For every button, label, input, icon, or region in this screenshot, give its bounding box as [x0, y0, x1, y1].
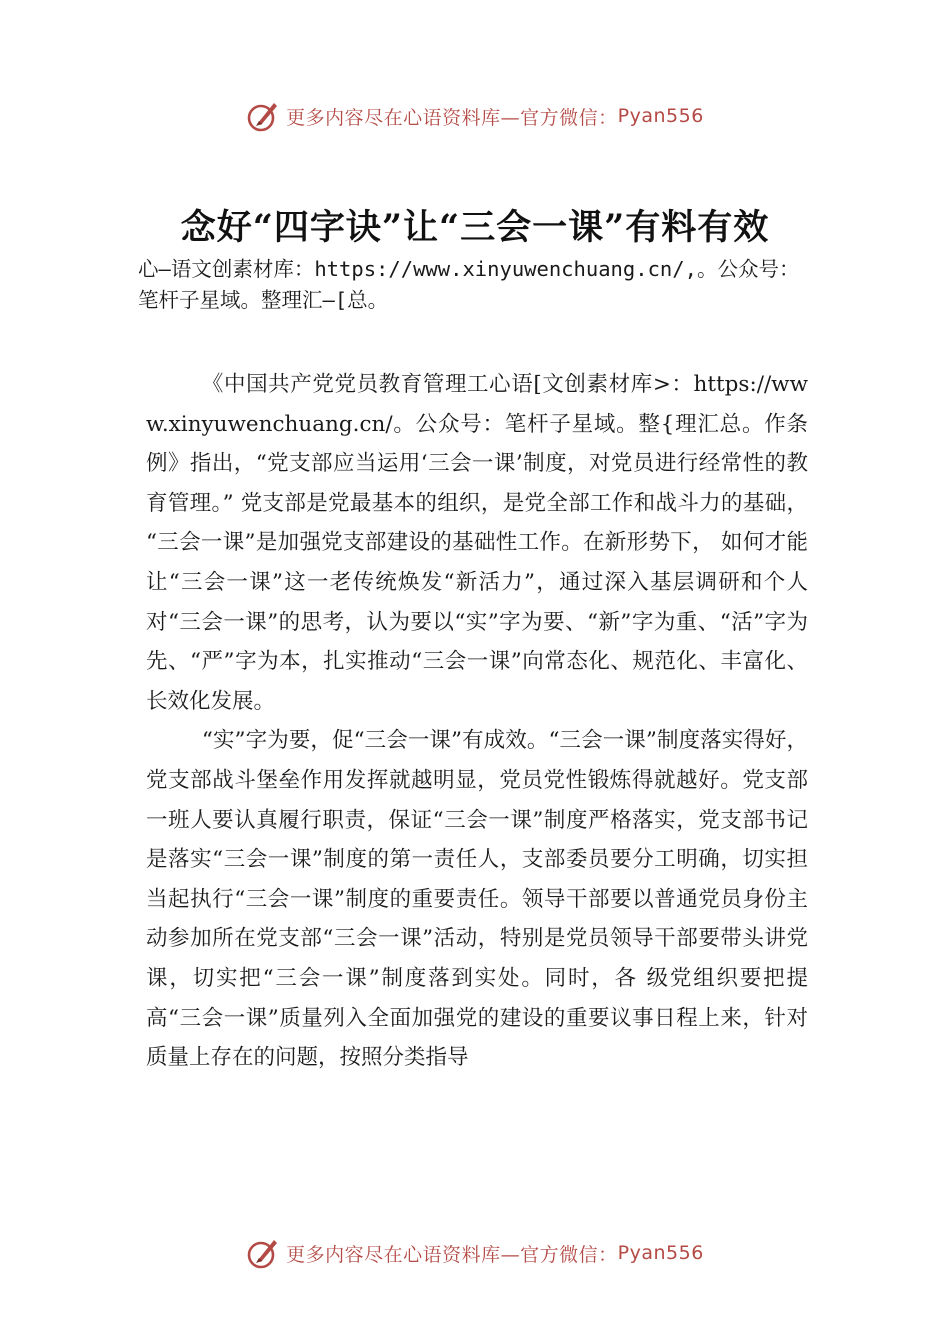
banner-handle: Pyan556 [617, 105, 704, 127]
banner-text: 更多内容尽在心语资料库—官方微信： [286, 1243, 618, 1266]
source-line: 心—语文创素材库：https://www.xinyuwenchuang.cn/,。公众号：笔杆子星域。整理汇—[总。 [138, 257, 800, 312]
document-body [146, 365, 808, 1078]
quill-pen-circle-icon [246, 99, 280, 133]
quill-pen-circle-icon [246, 1236, 280, 1270]
footer-banner [0, 1233, 950, 1273]
banner-handle: Pyan556 [617, 1242, 704, 1264]
document-title: 念好“四字诀”让“三会一课”有料有效 [180, 207, 770, 248]
paragraph: “实”字为要，促“三会一课”有成效。“三会一课”制度落实得好，党支部战斗堡垒作用发挥就越明显，党员党性锻炼得就越好。党支部一班人要认真履行职责，保证“三会一课”制度严格落实，党支部书记是落实“三会一课”制度的第一责任人，支部委员要分工明确，切实担当起执行“三会一课”制度的重要责任。领导干部要以普通党员身份主动参加所在党支部“三会一课”活动，特别是党员领导干部要带头讲党课，切实把“三会一课”制度落到实处。同时，各 级党组织要把提高“三会一课”质量列入全面加强党的建设的重要议事日程上来，针对质量上存在的问题，按照分类指导 [146, 728, 808, 1071]
paragraph: 《中国共产党党员教育管理工心语[文创素材库>：https://www.xinyuwenchuang.cn/。公众号：笔杆子星域。整{理汇总。作条例》指出，“党支部应当运用‘三会一课’制度，对党员进行经常性的教育管理。” 党支部是党最基本的组织，是党全部工作和战斗力的基础， “三会一课”是加强党支部建设的基础性工作。在新形势下， 如何才能让“三会一课”这一老传统焕发“新活力”，通过深入基层调研和个人对“三会一课”的思考，认为要以“实”字为要、“新”字为重、“活”字为先、“严”字为本，扎实推动“三会一课”向常态化、规范化、丰富化、长效化发展。 [146, 372, 808, 714]
banner-text: 更多内容尽在心语资料库—官方微信： [286, 106, 618, 129]
header-banner [0, 96, 950, 136]
